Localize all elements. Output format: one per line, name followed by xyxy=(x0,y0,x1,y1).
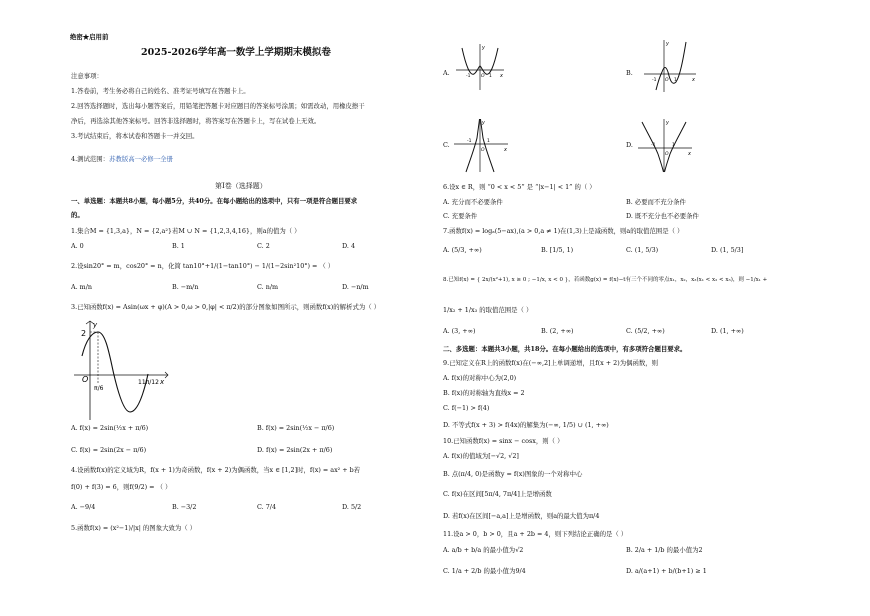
q5c-curve-right xyxy=(481,119,495,172)
section1-intro-b: 的。 xyxy=(71,211,84,219)
q11-option-b: B. 2/a + 1/b 的最小值为2 xyxy=(626,546,703,554)
section2-heading: 二、多选题：本题共3小题，共18分。在每小题给出的选项中，有多项符合题目要求。 xyxy=(443,345,687,353)
q5c-one: 1 xyxy=(487,139,490,144)
q5b-origin: O xyxy=(665,78,669,83)
q4-option-b: B. −3/2 xyxy=(172,503,197,511)
q5d-neg-one: -1 xyxy=(651,143,656,148)
note-2a: 2.回答选择题时，选出每小题答案后，用铅笔把答题卡对应题目的答案标号涂黑；如需改动，用橡皮擦干 xyxy=(71,102,365,110)
section1-heading: 第Ⅰ卷（选择题） xyxy=(215,182,267,190)
q3-sine-graph xyxy=(72,318,172,422)
note-4-prefix: 4.测试范围： xyxy=(71,155,110,163)
q1-option-b: B. 1 xyxy=(172,242,185,250)
question-9: 9.已知定义在R上的函数f(x)在(−∞,2]上单调递增，且f(x + 2)为偶函数，则 xyxy=(443,359,659,367)
q5c-curve-left xyxy=(466,119,480,172)
q3-y-max-label: 2 xyxy=(81,329,87,338)
q5b-x-label: x xyxy=(692,77,695,83)
q1-option-a: A. 0 xyxy=(71,242,84,250)
q3-option-a: A. f(x) = 2sin(½x + π/6) xyxy=(71,424,149,432)
q5d-one: 1 xyxy=(672,143,675,148)
question-11: 11.设a > 0，b > 0，且a + 2b = 4，则下列结论正确的是（ ） xyxy=(443,530,628,538)
q3-option-b: B. f(x) = 2sin(½x − π/6) xyxy=(257,424,335,432)
q5b-y-label: y xyxy=(666,41,669,47)
q5-graph-b xyxy=(642,36,698,94)
q11-option-c: C. 1/a + 2/b 的最小值为9/4 xyxy=(443,567,526,575)
q9-option-d: D. 不等式f(x + 3) > f(4x)的解集为(−∞, 1/5) ∪ (1, +∞) xyxy=(443,421,609,429)
q6-option-b: B. 必要而不充分条件 xyxy=(626,198,686,206)
q5a-one: 1 xyxy=(489,74,492,79)
q5d-curve-right xyxy=(665,122,687,172)
q5-label-b: B. xyxy=(626,69,633,77)
exam-title: 2025-2026学年高一数学上学期期末模拟卷 xyxy=(141,47,331,58)
q3-option-d: D. f(x) = 2sin(2x + π/6) xyxy=(257,446,333,454)
question-3: 3.已知函数f(x) = Asin(ωx + φ)(A > 0,ω > 0,|φ| < π/2)的部分图象如图所示，则函数f(x)的解析式为（ ） xyxy=(71,303,381,311)
question-5: 5.函数f(x) = (x²−1)/|x| 的图象大致为（ ） xyxy=(71,524,197,532)
confidential-mark: 绝密★启用前 xyxy=(70,33,109,41)
question-6: 6.设x ∈ R，则 “0 < x < 5” 是 “|x−1| < 1” 的（ ） xyxy=(443,183,596,191)
q7-option-d: D. (1, 5/3] xyxy=(711,246,744,254)
q7-option-c: C. (1, 5/3) xyxy=(626,246,659,254)
q5-label-a: A. xyxy=(443,69,450,77)
notes-heading: 注意事项： xyxy=(71,72,103,80)
q9-option-a: A. f(x)的对称中心为(2,0) xyxy=(443,374,517,382)
q5c-origin: O xyxy=(481,148,485,153)
question-7: 7.函数f(x) = logₐ(5−ax),(a > 0,a ≠ 1)在(1,3)上是减函数，则a的取值范围是（ ） xyxy=(443,227,684,235)
q4-option-a: A. −9/4 xyxy=(71,503,96,511)
q10-option-b: B. 点(π/4, 0)是函数y = f(x)图象的一个对称中心 xyxy=(443,470,583,478)
q7-option-a: A. (5/3, +∞) xyxy=(443,246,482,254)
section1-intro-a: 一、单选题：本题共8小题，每小题5分，共40分。在每小题给出的选项中，只有一项是符合题目要求 xyxy=(71,197,358,205)
q4-option-d: D. 5/2 xyxy=(342,503,362,511)
q8-option-c: C. (5/2, +∞) xyxy=(626,327,665,335)
q11-option-a: A. a/b + b/a 的最小值为√2 xyxy=(443,546,524,554)
q5b-one: 1 xyxy=(674,78,677,83)
q5a-neg-one: -1 xyxy=(466,74,471,79)
q3-origin-label: O xyxy=(82,375,89,384)
q3-sine-curve xyxy=(82,332,148,412)
q5a-x-label: x xyxy=(500,73,503,79)
q8-option-a: A. (3, +∞) xyxy=(443,327,476,335)
q3-tick-11pi-12: 11π/12 xyxy=(138,379,159,386)
q5-graph-a xyxy=(454,40,506,92)
q10-option-a: A. f(x)的值域为[−√2, √2] xyxy=(443,452,519,460)
q1-option-d: D. 4 xyxy=(342,242,356,250)
q5d-origin: O xyxy=(665,152,669,157)
q5d-x-label: x xyxy=(688,151,691,157)
q5a-origin: O xyxy=(481,74,485,79)
q5-label-d: D. xyxy=(626,141,633,149)
q3-x-axis-label: x xyxy=(160,378,165,386)
q10-option-c: C. f(x)在区间[5π/4, 7π/4]上是增函数 xyxy=(443,490,552,498)
q9-option-b: B. f(x)的对称轴为直线x = 2 xyxy=(443,389,525,397)
q3-tick-pi-6: π/6 xyxy=(94,385,104,392)
q7-option-b: B. [1/5, 1) xyxy=(541,246,574,254)
q2-option-d: D. −n/m xyxy=(342,283,369,291)
note-2b: 净后，再选涂其他答案标号。回答非选择题时，将答案写在答题卡上，写在试卷上无效。 xyxy=(71,117,321,125)
q5-label-c: C. xyxy=(443,141,450,149)
q6-option-d: D. 既不充分也不必要条件 xyxy=(626,212,699,220)
q3-y-axis-label: y xyxy=(93,321,98,329)
question-4a: 4.设函数f(x)的定义域为R，f(x + 1)为奇函数，f(x + 2)为偶函数，当x ∈ [1,2]时，f(x) = ax² + b若 xyxy=(71,466,361,474)
q5b-neg-one: -1 xyxy=(652,78,657,83)
q10-option-d: D. 若f(x)在区间[−a,a]上是增函数，则a的最大值为π/4 xyxy=(443,512,600,520)
note-4 xyxy=(71,155,173,163)
q3-option-c: C. f(x) = 2sin(2x − π/6) xyxy=(71,446,147,454)
q5a-y-label: y xyxy=(482,45,485,51)
note-1: 1.答卷前，考生务必将自己的姓名、准考证号填写在答题卡上。 xyxy=(71,87,250,95)
note-4-scope: 苏教版高一必修一全册 xyxy=(109,155,173,163)
q2-option-a: A. m/n xyxy=(71,283,93,291)
question-8b: 1/x₂ + 1/x₃ 的取值范围是（ ） xyxy=(443,306,533,314)
question-10: 10.已知函数f(x) = sinx − cosx，则（ ） xyxy=(443,437,564,445)
q6-option-c: C. 充要条件 xyxy=(443,212,478,220)
q2-option-b: B. −m/n xyxy=(172,283,199,291)
note-3: 3.考试结束后，将本试卷和答题卡一并交回。 xyxy=(71,132,199,140)
q5b-curve xyxy=(656,42,686,90)
q8-option-b: B. (2, +∞) xyxy=(541,327,574,335)
q9-option-c: C. f(−1) > f(4) xyxy=(443,404,490,412)
question-1: 1.集合M = {1,3,a}，N = {2,a²}若M ∪ N = {1,2,3,4,16}，则a的值为（ ） xyxy=(71,227,301,235)
q5c-x-label: x xyxy=(504,147,507,153)
q5d-y-label: y xyxy=(666,120,669,126)
q5-graph-c xyxy=(452,116,510,174)
q1-option-c: C. 2 xyxy=(257,242,270,250)
question-4b: f(0) + f(3) = 6，则f(9/2) = （ ） xyxy=(71,483,172,491)
question-2: 2.设sin20° = m，cos20° = n，化简 tan10°+1/(1−tan10°) − 1/(1−2sin²10°) = （ ） xyxy=(71,262,335,270)
question-8a: 8.已知f(x) = { 2x/(x²+1), x ≥ 0 ; −1/x, x < 0 }，若函数g(x) = f(x)−t有三个不同的零点x₁，x₂，x₃(x₁ < x₂ < x₃)，则 −1/x₁ + xyxy=(443,277,768,283)
q4-option-c: C. 7/4 xyxy=(257,503,277,511)
q5-graph-d xyxy=(636,116,694,174)
q5c-y-label: y xyxy=(482,120,485,126)
q11-option-d: D. a/(a+1) + b/(b+1) ≥ 1 xyxy=(626,567,707,575)
q2-option-c: C. n/m xyxy=(257,283,279,291)
q8-option-d: D. (1, +∞) xyxy=(711,327,744,335)
q5c-neg-one: -1 xyxy=(467,139,472,144)
q6-option-a: A. 充分而不必要条件 xyxy=(443,198,503,206)
